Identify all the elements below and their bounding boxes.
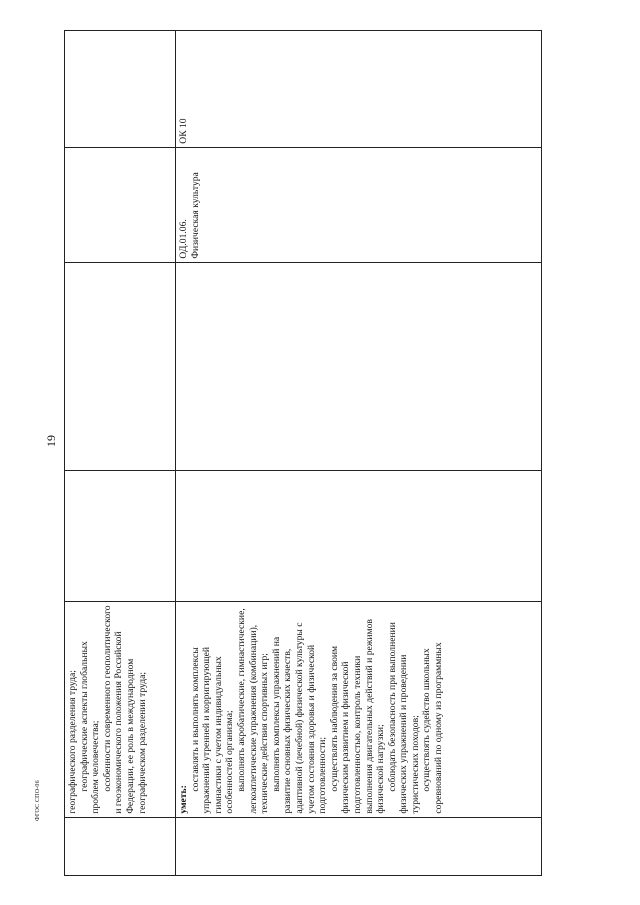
geo-line: географические аспекты глобальных проблем человечества; [78,641,102,814]
pe-line: составлять и выполнять комплексы упражнений утренней и корригирующей гимнастики с учетом индивидуальных особенностей организма; [189,646,236,814]
cell-empty [65,147,176,262]
cell-geo-content [65,602,176,818]
competence-code: ОК 10 [178,118,189,144]
discipline-code: ОД.01.06. [178,219,189,259]
page-number: 19 [44,435,58,447]
geo-line: особенности современного геополитического и геоэкономического положения Российской Федерации, ее роль в международном географическом разделении труда; [101,605,148,814]
pe-line: осуществлять наблюдения за своим физическим развитием и физической подготовленностью, контроль техники выполнения двигательных действий и режимов физической нагрузки; [328,619,387,814]
pe-line: осуществлять судейство школьных соревнований по одному из программных [421,642,445,814]
pe-line: выполнять акробатические, гимнастические, легкоатлетические упражнения (комбинации), технические действия спортивных игр; [235,608,271,814]
cell-pe-content [176,602,542,818]
pe-line: соблюдать безопасность при выполнении физических упражнений и проведении туристических походов; [386,622,421,814]
cell-empty [65,31,176,148]
cell-discipline [176,147,542,262]
cell-empty [65,471,176,602]
cell-empty [176,471,542,602]
umet-heading: уметь: [178,785,189,814]
cell-empty [176,817,542,875]
discipline-name: Физическая культура [189,172,201,259]
footer-label: ФГОС СПО-06 [35,780,41,821]
cell-empty [65,262,176,471]
pe-line: выполнять комплексы упражнений на развитие основных физических качеств, адаптивной (лечебной) физической культуры с учетом состояния здоровья и физической подготовленности; [270,622,329,814]
cell-empty [65,817,176,875]
rotated-table-sheet [64,30,542,876]
cell-empty [176,262,542,471]
cell-competence [176,31,542,148]
table-row-geography [65,31,176,876]
table-row-physical-culture [176,31,542,876]
geo-line: географического разделения труда; [67,670,78,814]
competency-table [64,30,542,876]
